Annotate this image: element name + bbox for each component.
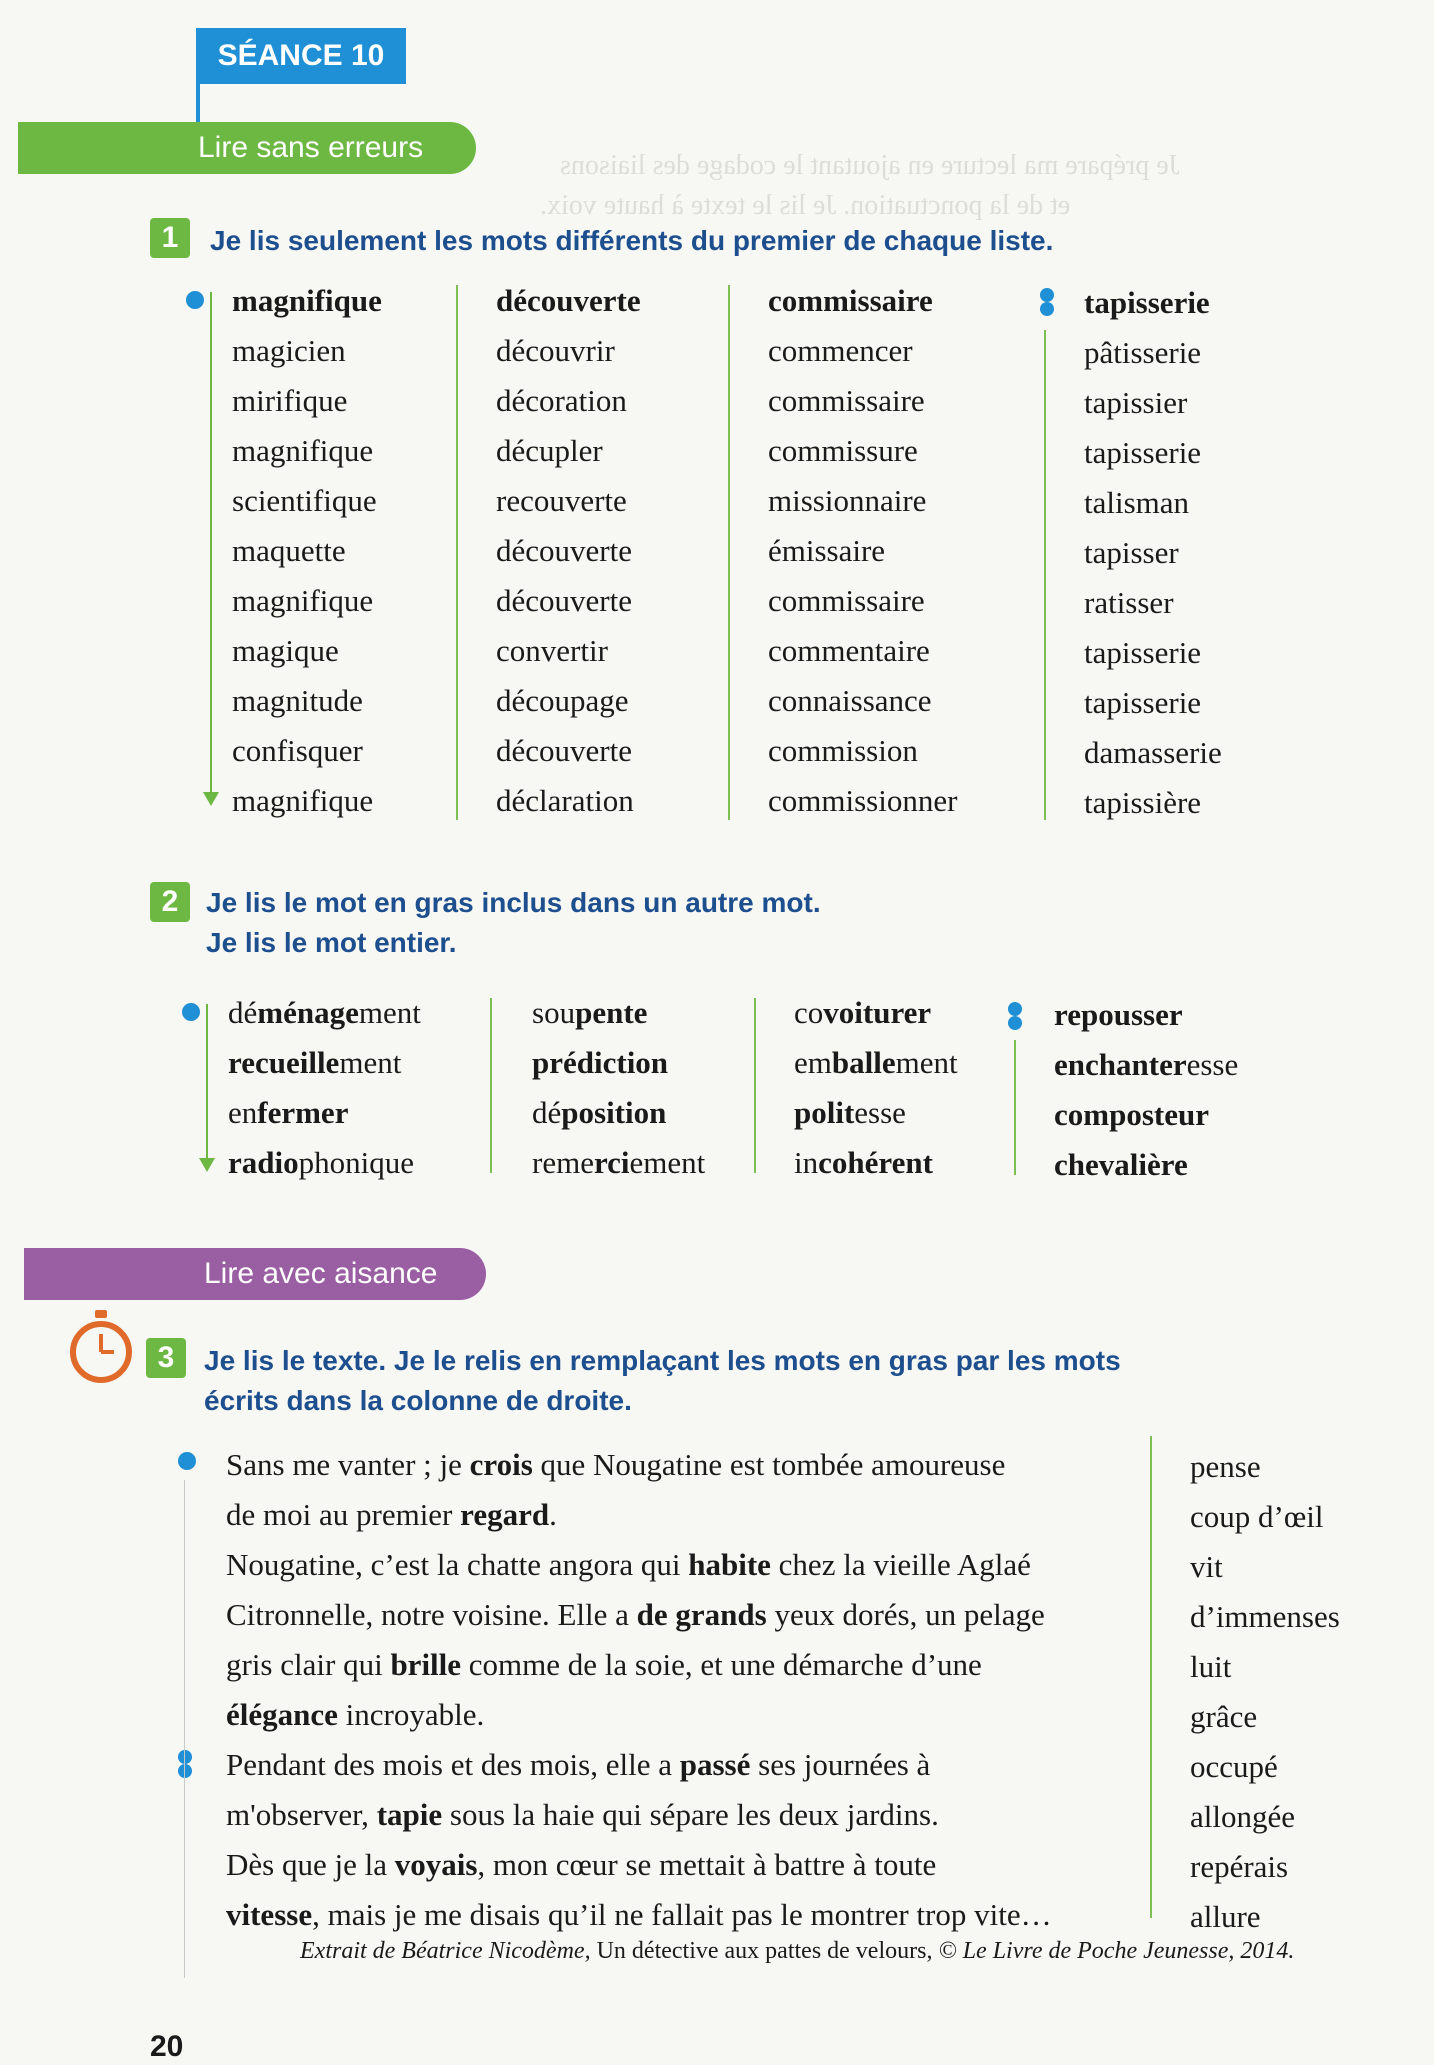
list-word: tapissier <box>1084 385 1188 420</box>
word-part: ement <box>629 1145 706 1180</box>
reading-arrow-line <box>206 1004 208 1160</box>
list-word <box>1054 990 1238 1040</box>
list-word <box>228 1088 421 1138</box>
highlighted-word: de grands <box>636 1597 767 1632</box>
list-word: commissaire <box>768 283 933 318</box>
single-dot-icon <box>182 1003 200 1021</box>
list-word <box>1054 1140 1238 1190</box>
list-word: commission <box>768 733 918 768</box>
list-word: connaissance <box>768 683 932 718</box>
list-word: tapisser <box>1084 535 1179 570</box>
arrow-down-icon <box>199 1158 215 1172</box>
highlighted-word: crois <box>469 1447 533 1482</box>
list-word: convertir <box>496 633 608 668</box>
list-word: découverte <box>496 533 632 568</box>
exercise-instruction-line1: Je lis le mot en gras inclus dans un autre mot. <box>206 887 821 918</box>
passage-text: . <box>549 1497 557 1532</box>
list-word: découverte <box>496 583 632 618</box>
list-word <box>228 1138 421 1188</box>
inner-word: enchanter <box>1054 1047 1187 1082</box>
list-word: mirifique <box>232 383 348 418</box>
word-part: esse <box>854 1095 906 1130</box>
bleed-through-text: Je prépare ma lecture en ajoutant le codage des liaisons <box>560 150 1180 181</box>
passage-text: Nougatine, c’est la chatte angora qui <box>226 1547 689 1582</box>
exercise-instruction-line2: Je lis le mot entier. <box>206 927 457 958</box>
inner-word: prédiction <box>532 1045 669 1080</box>
passage-text: Sans me vanter ; je <box>226 1447 470 1482</box>
column-separator <box>456 285 458 820</box>
inner-word: voiturer <box>823 995 932 1030</box>
list-word: tapisserie <box>1084 635 1202 670</box>
passage-line <box>226 1690 1052 1740</box>
inner-word: composteur <box>1054 1097 1209 1132</box>
passage-line <box>226 1590 1052 1640</box>
list-word: pâtisserie <box>1084 335 1202 370</box>
list-word <box>1054 1090 1238 1140</box>
word-part: ment <box>358 995 421 1030</box>
replacement-word: occupé <box>1190 1749 1278 1784</box>
list-word: tapisserie <box>1084 435 1202 470</box>
exercise-number: 1 <box>150 218 190 258</box>
word-part: em <box>794 1045 832 1080</box>
passage-line <box>226 1740 1052 1790</box>
list-word: magnifique <box>232 283 382 318</box>
passage-text: yeux dorés, un pelage <box>766 1597 1045 1632</box>
passage-text: sous la haie qui sépare les deux jardins. <box>442 1797 939 1832</box>
replacement-word: allure <box>1190 1899 1261 1934</box>
list-word <box>532 1088 705 1138</box>
inner-word: chevalière <box>1054 1147 1188 1182</box>
inner-word: radio <box>228 1145 299 1180</box>
inner-word: repousser <box>1054 997 1183 1032</box>
passage-text: Pendant des mois et des mois, elle a <box>226 1747 680 1782</box>
passage-line <box>226 1440 1052 1490</box>
column-separator <box>490 998 492 1173</box>
highlighted-word: vitesse <box>226 1897 313 1932</box>
list-word: magnifique <box>232 433 374 468</box>
list-word <box>532 988 705 1038</box>
inner-word: balle <box>831 1045 896 1080</box>
inner-word: rci <box>593 1145 630 1180</box>
stopwatch-icon <box>66 1308 136 1384</box>
passage-text: incroyable. <box>337 1697 485 1732</box>
passage-text: gris clair qui <box>226 1647 391 1682</box>
list-word: magnifique <box>232 583 374 618</box>
inner-word: pente <box>575 995 648 1030</box>
highlighted-word: habite <box>688 1547 771 1582</box>
list-word <box>794 1138 958 1188</box>
word-list-4 <box>1054 990 1238 1190</box>
bleed-through-text: et de la ponctuation. Je lis le texte à haute voix. <box>540 190 1071 221</box>
inner-word: position <box>561 1095 667 1130</box>
passage-text: de moi au premier <box>226 1497 461 1532</box>
replacement-word: pense <box>1190 1449 1261 1484</box>
word-part: co <box>794 995 824 1030</box>
word-part: sou <box>532 995 576 1030</box>
word-part: dé <box>532 1095 562 1130</box>
list-word <box>228 1038 421 1088</box>
list-word <box>794 988 958 1038</box>
page-number: 20 <box>150 2030 184 2063</box>
list-word: découverte <box>496 283 641 318</box>
inner-word: fermer <box>257 1095 349 1130</box>
list-word <box>532 1138 705 1188</box>
arrow-down-icon <box>203 792 219 806</box>
list-word: magnitude <box>232 683 363 718</box>
source-credit: Extrait de Béatrice Nicodème, Un détective aux pattes de velours, © Le Livre de Poche Jeunesse, 2014. <box>300 1938 1295 1964</box>
word-list-2 <box>532 988 705 1188</box>
list-word: décupler <box>496 433 603 468</box>
list-word: magicien <box>232 333 346 368</box>
replacement-word: repérais <box>1190 1849 1289 1884</box>
replacement-word: luit <box>1190 1649 1232 1684</box>
column-separator <box>1044 330 1046 820</box>
list-word: commissaire <box>768 583 925 618</box>
list-word <box>1054 1040 1238 1090</box>
double-dot-icon <box>1008 1002 1022 1030</box>
word-list-3 <box>768 276 957 826</box>
inner-word: cohérent <box>818 1145 933 1180</box>
seance-label: SÉANCE 10 <box>196 28 406 84</box>
word-part: phonique <box>298 1145 414 1180</box>
list-word: magique <box>232 633 339 668</box>
double-dot-icon <box>1040 288 1054 316</box>
list-word <box>794 1088 958 1138</box>
list-word: découpage <box>496 683 629 718</box>
list-word: découverte <box>496 733 632 768</box>
single-dot-icon <box>178 1452 196 1470</box>
highlighted-word: voyais <box>394 1847 478 1882</box>
highlighted-word: regard <box>460 1497 550 1532</box>
list-word: émissaire <box>768 533 886 568</box>
reading-passage <box>226 1440 1052 1940</box>
list-word: commissionner <box>768 783 958 818</box>
highlighted-word: élégance <box>226 1697 338 1732</box>
column-separator <box>1014 1040 1016 1175</box>
highlighted-word: tapie <box>376 1797 443 1832</box>
column-separator <box>728 285 730 820</box>
passage-line <box>226 1490 1052 1540</box>
list-word: déclaration <box>496 783 634 818</box>
list-word: découvrir <box>496 333 615 368</box>
section-band-lire-sans-erreurs: Lire sans erreurs <box>18 122 476 174</box>
word-part: ment <box>339 1045 402 1080</box>
list-word: damasserie <box>1084 735 1222 770</box>
list-word: tapisserie <box>1084 685 1202 720</box>
list-word: maquette <box>232 533 346 568</box>
word-part: ment <box>895 1045 958 1080</box>
word-part: esse <box>1186 1047 1239 1082</box>
list-word: recouverte <box>496 483 627 518</box>
replacement-words <box>1190 1442 1340 1942</box>
reading-arrow-line <box>210 292 212 792</box>
inner-word: recueille <box>228 1045 340 1080</box>
text-margin-rule <box>184 1480 185 1978</box>
exercise-number: 3 <box>146 1338 186 1378</box>
list-word: commissaire <box>768 383 925 418</box>
exercise-instruction-line2: écrits dans la colonne de droite. <box>204 1385 632 1416</box>
inner-word: ménage <box>257 995 359 1030</box>
passage-line <box>226 1640 1052 1690</box>
list-word: commencer <box>768 333 913 368</box>
list-word: tapissière <box>1084 785 1202 820</box>
passage-text: Dès que je la <box>226 1847 395 1882</box>
list-word: tapisserie <box>1084 285 1210 320</box>
double-dot-icon <box>178 1750 192 1778</box>
list-word: confisquer <box>232 733 363 768</box>
passage-line <box>226 1790 1052 1840</box>
passage-text: , mais je me disais qu’il ne fallait pas le montrer trop vite… <box>312 1897 1052 1932</box>
exercise-instruction-line1: Je lis le texte. Je le relis en remplaçant les mots en gras par les mots <box>204 1345 1121 1376</box>
word-part: reme <box>532 1145 594 1180</box>
word-part: dé <box>228 995 258 1030</box>
passage-text: que Nougatine est tombée amoureuse <box>532 1447 1006 1482</box>
passage-text: chez la vieille Aglaé <box>770 1547 1031 1582</box>
passage-line <box>226 1890 1052 1940</box>
single-dot-icon <box>186 291 204 309</box>
passage-text: ses journées à <box>750 1747 931 1782</box>
list-word: commissure <box>768 433 918 468</box>
word-list-1 <box>228 988 421 1188</box>
list-word <box>532 1038 705 1088</box>
list-word <box>228 988 421 1038</box>
passage-text: Citronnelle, notre voisine. Elle a <box>226 1597 637 1632</box>
word-list-1 <box>232 276 382 826</box>
replacement-word: d’immenses <box>1190 1599 1340 1634</box>
column-separator <box>754 998 756 1173</box>
passage-text: , mon cœur se mettait à battre à toute <box>477 1847 937 1882</box>
inner-word: polit <box>794 1095 855 1130</box>
list-word: ratisser <box>1084 585 1174 620</box>
exercise-number: 2 <box>150 882 190 922</box>
passage-text: m'observer, <box>226 1797 377 1832</box>
list-word: missionnaire <box>768 483 927 518</box>
list-word: commentaire <box>768 633 930 668</box>
replacement-word: grâce <box>1190 1699 1258 1734</box>
list-word: magnifique <box>232 783 374 818</box>
list-word: talisman <box>1084 485 1190 520</box>
replacement-word: coup d’œil <box>1190 1499 1324 1534</box>
column-separator <box>1150 1436 1152 1918</box>
word-part: in <box>794 1145 819 1180</box>
highlighted-word: brille <box>390 1647 462 1682</box>
list-word <box>794 1038 958 1088</box>
section-band-lire-avec-aisance: Lire avec aisance <box>24 1248 486 1300</box>
passage-line <box>226 1540 1052 1590</box>
replacement-word: allongée <box>1190 1799 1296 1834</box>
word-part: en <box>228 1095 258 1130</box>
replacement-word: vit <box>1190 1549 1223 1584</box>
list-word: scientifique <box>232 483 377 518</box>
list-word: décoration <box>496 383 627 418</box>
passage-line <box>226 1840 1052 1890</box>
word-list-4 <box>1084 278 1222 828</box>
exercise-instruction: Je lis seulement les mots différents du premier de chaque liste. <box>210 225 1054 256</box>
word-list-3 <box>794 988 958 1188</box>
highlighted-word: passé <box>679 1747 751 1782</box>
word-list-2 <box>496 276 641 826</box>
passage-text: comme de la soie, et une démarche d’une <box>461 1647 982 1682</box>
